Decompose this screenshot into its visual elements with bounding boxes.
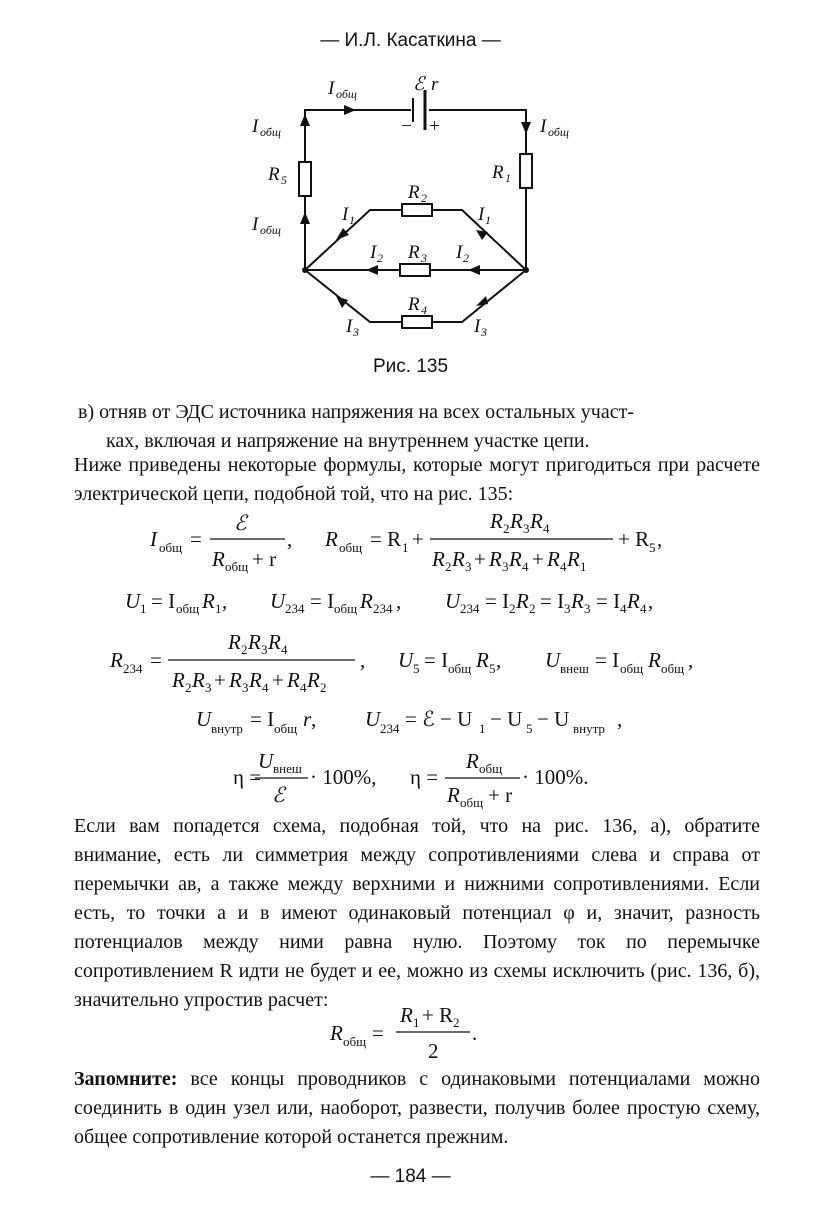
- svg-text:=: =: [372, 1021, 384, 1045]
- svg-text:U: U: [125, 589, 141, 613]
- svg-text:общ: общ: [225, 559, 249, 574]
- svg-text:η =: η =: [233, 765, 262, 789]
- svg-text:3: 3: [584, 601, 591, 616]
- i1-right: I: [478, 204, 485, 225]
- svg-text:4: 4: [522, 559, 529, 574]
- running-header: — И.Л. Касаткина —: [320, 30, 501, 51]
- svg-text:+: +: [272, 668, 284, 692]
- remember-label: Запомните:: [74, 1068, 178, 1090]
- svg-text:общ: общ: [176, 601, 200, 616]
- r4-label: R: [408, 294, 420, 315]
- svg-text:,: ,: [311, 707, 317, 731]
- svg-text:2: 2: [463, 251, 469, 265]
- svg-text:η =: η =: [410, 765, 439, 789]
- svg-text:+ R: + R: [618, 527, 650, 551]
- i1-left: I: [342, 204, 349, 225]
- svg-text:2: 2: [377, 251, 383, 265]
- svg-text:,: ,: [657, 527, 663, 551]
- svg-text:R: R: [547, 547, 560, 571]
- svg-text:R: R: [627, 589, 640, 613]
- page-number: — 184 —: [370, 1166, 451, 1187]
- figure-caption: Рис. 135: [372, 356, 449, 377]
- svg-text:R: R: [229, 668, 242, 692]
- svg-text:общ: общ: [260, 223, 281, 237]
- r2-label: R: [408, 182, 420, 203]
- svg-text:R: R: [476, 648, 489, 672]
- svg-text:+ R: + R: [422, 1003, 454, 1027]
- svg-text:,: ,: [396, 589, 402, 613]
- svg-text:R: R: [648, 648, 661, 672]
- svg-text:4: 4: [262, 680, 269, 695]
- svg-text:4: 4: [560, 559, 567, 574]
- svg-text:3: 3: [353, 325, 359, 339]
- svg-text:общ: общ: [336, 87, 357, 101]
- svg-text:R: R: [268, 630, 281, 654]
- svg-text:R: R: [510, 509, 523, 533]
- svg-text:R: R: [490, 509, 503, 533]
- svg-text:234: 234: [373, 601, 393, 616]
- r3-label: R: [408, 242, 420, 263]
- svg-text:1: 1: [402, 540, 409, 555]
- svg-text:2: 2: [320, 680, 327, 695]
- r-label: r: [431, 74, 439, 95]
- svg-text:общ: общ: [460, 795, 484, 810]
- svg-text:внеш: внеш: [273, 761, 302, 776]
- i2-left: I: [370, 242, 377, 263]
- svg-text:общ: общ: [479, 761, 503, 776]
- svg-text:4: 4: [300, 680, 307, 695]
- i-total-left-bottom: I: [252, 214, 259, 235]
- svg-text:R: R: [228, 630, 241, 654]
- svg-text:3: 3: [523, 521, 530, 536]
- svg-text:4: 4: [421, 303, 427, 317]
- svg-text:R: R: [248, 630, 261, 654]
- svg-text:R: R: [249, 668, 262, 692]
- svg-text:= I: = I: [540, 589, 565, 613]
- paragraph-symmetry: Если вам попадется схема, подобная той, что на рис. 136, а), обратите внимание, есть ли симметрия между сопротивлениями слева и справа от перемычки ав, а также между верхними и нижними сопротивлениями. Если есть, то точки а и в имеют одинаковый потенциал φ и, значит, разность потенциалов между ними равна нулю. Поэтому ток по перемычке сопротивлением R идти не будет и ее, можно из схемы исключить (рис. 136, б), значительно упростив расчет:: [74, 815, 760, 1011]
- plus-label: +: [428, 116, 441, 137]
- svg-text:3: 3: [502, 559, 509, 574]
- svg-text:234: 234: [460, 601, 480, 616]
- svg-text:4: 4: [281, 642, 288, 657]
- svg-text:общ: общ: [339, 540, 363, 555]
- svg-text:1: 1: [140, 601, 147, 616]
- svg-text:R: R: [432, 547, 445, 571]
- svg-text:= I: = I: [485, 589, 510, 613]
- svg-text:· 100%,: · 100%,: [310, 765, 377, 789]
- svg-text:4: 4: [640, 601, 647, 616]
- svg-text:1: 1: [413, 1015, 420, 1030]
- svg-text:= ℰ − U: = ℰ − U: [405, 707, 473, 731]
- svg-text:общ: общ: [260, 125, 281, 139]
- svg-text:R: R: [325, 527, 338, 551]
- svg-text:5: 5: [413, 661, 420, 676]
- i3-left: I: [346, 316, 353, 337]
- paragraph-remember: [74, 1065, 760, 1152]
- svg-text:R: R: [571, 589, 584, 613]
- svg-text:внеш: внеш: [560, 661, 589, 676]
- svg-text:2: 2: [445, 559, 452, 574]
- svg-text:R: R: [307, 668, 320, 692]
- svg-text:2: 2: [241, 642, 248, 657]
- svg-text:R: R: [530, 509, 543, 533]
- svg-text:R: R: [567, 547, 580, 571]
- svg-text:+ r: + r: [488, 783, 513, 807]
- svg-text:R: R: [172, 668, 185, 692]
- i3-right: I: [474, 316, 481, 337]
- svg-text:234: 234: [380, 721, 400, 736]
- svg-text:R: R: [516, 589, 529, 613]
- svg-text:2: 2: [185, 680, 192, 695]
- svg-text:общ: общ: [620, 661, 644, 676]
- svg-text:R: R: [466, 749, 479, 773]
- svg-text:2: 2: [509, 601, 516, 616]
- svg-text:1: 1: [349, 213, 355, 227]
- emf-label: ℰ: [413, 74, 425, 95]
- svg-text:1: 1: [580, 559, 587, 574]
- svg-text:,: ,: [496, 648, 502, 672]
- svg-text:,: ,: [648, 589, 654, 613]
- i2-right: I: [456, 242, 463, 263]
- svg-text:= I: = I: [596, 589, 621, 613]
- svg-text:= I: = I: [595, 648, 620, 672]
- svg-text:общ: общ: [448, 661, 472, 676]
- svg-text:3: 3: [564, 601, 571, 616]
- svg-text:= I: = I: [310, 589, 335, 613]
- svg-text:= I: = I: [250, 707, 275, 731]
- svg-text:5: 5: [281, 173, 287, 187]
- svg-text:внутр: внутр: [211, 721, 243, 736]
- svg-text:2: 2: [428, 1039, 439, 1063]
- svg-text:+ r: + r: [252, 547, 277, 571]
- svg-text:R: R: [400, 1003, 413, 1027]
- svg-text:ℰ: ℰ: [272, 783, 285, 807]
- svg-text:− U: − U: [537, 707, 570, 731]
- svg-text:= I: = I: [424, 648, 449, 672]
- svg-text:= R: = R: [370, 527, 402, 551]
- svg-text:общ: общ: [334, 601, 358, 616]
- svg-text:R: R: [447, 783, 460, 807]
- svg-text:3: 3: [481, 325, 487, 339]
- svg-text:R: R: [330, 1021, 343, 1045]
- svg-text:R: R: [452, 547, 465, 571]
- svg-text:5: 5: [489, 661, 496, 676]
- svg-text:· 100%.: · 100%.: [522, 765, 589, 789]
- svg-text:3: 3: [242, 680, 249, 695]
- r1-label: R: [492, 162, 504, 183]
- svg-text:,: ,: [360, 648, 366, 672]
- svg-text:U: U: [270, 589, 286, 613]
- svg-text:общ: общ: [343, 1034, 367, 1049]
- svg-text:r: r: [303, 707, 312, 731]
- svg-text:U: U: [445, 589, 461, 613]
- svg-text:2: 2: [421, 191, 427, 205]
- svg-text:общ: общ: [274, 721, 298, 736]
- i-total-top: I: [328, 78, 335, 99]
- svg-text:= I: = I: [151, 589, 176, 613]
- paragraph-v-line1: в) отняв от ЭДС источника напряжения на всех остальных участ-: [78, 401, 634, 423]
- svg-text:U: U: [365, 707, 381, 731]
- svg-text:общ: общ: [159, 540, 183, 555]
- svg-text:3: 3: [261, 642, 268, 657]
- svg-text:I: I: [150, 527, 157, 551]
- svg-text:2: 2: [529, 601, 536, 616]
- svg-text:234: 234: [123, 661, 143, 676]
- svg-text:+: +: [532, 547, 544, 571]
- svg-text:R: R: [287, 668, 300, 692]
- svg-text:внутр: внутр: [573, 721, 605, 736]
- svg-text:2: 2: [453, 1015, 460, 1030]
- svg-text:R: R: [192, 668, 205, 692]
- svg-text:,: ,: [287, 527, 293, 551]
- svg-text:1: 1: [485, 213, 491, 227]
- i-total-right: I: [540, 116, 547, 137]
- svg-text:234: 234: [285, 601, 305, 616]
- svg-text:,: ,: [617, 707, 623, 731]
- svg-text:− U: − U: [490, 707, 523, 731]
- svg-text:4: 4: [620, 601, 627, 616]
- svg-text:+: +: [412, 527, 424, 551]
- svg-text:5: 5: [526, 721, 533, 736]
- svg-text:U: U: [398, 648, 414, 672]
- r5-label: R: [268, 164, 280, 185]
- svg-text:1: 1: [505, 171, 511, 185]
- svg-text:,: ,: [222, 589, 228, 613]
- svg-text:2: 2: [503, 521, 510, 536]
- svg-text:5: 5: [649, 540, 656, 555]
- svg-text:R: R: [360, 589, 373, 613]
- svg-text:R: R: [489, 547, 502, 571]
- svg-text:=: =: [190, 527, 202, 551]
- svg-text:+: +: [474, 547, 486, 571]
- minus-label: −: [400, 116, 413, 137]
- paragraph-intro: Ниже приведены некоторые формулы, которые могут пригодиться при расчете электрической цепи, подобной той, что на рис. 135:: [74, 454, 760, 505]
- svg-text:общ: общ: [548, 125, 569, 139]
- svg-text:R: R: [212, 547, 225, 571]
- svg-text:U: U: [258, 749, 274, 773]
- i-total-left-top: I: [252, 116, 259, 137]
- paragraph-v-line2: ках, включая и напряжение на внутреннем участке цепи.: [106, 430, 590, 452]
- svg-text:общ: общ: [661, 661, 685, 676]
- svg-text:,: ,: [688, 648, 694, 672]
- svg-text:=: =: [150, 648, 162, 672]
- svg-text:3: 3: [465, 559, 472, 574]
- svg-text:1: 1: [215, 601, 222, 616]
- svg-text:R: R: [110, 648, 123, 672]
- svg-text:3: 3: [205, 680, 212, 695]
- svg-text:R: R: [202, 589, 215, 613]
- svg-text:ℰ: ℰ: [234, 511, 247, 535]
- svg-text:3: 3: [421, 251, 427, 265]
- remember-text: все концы проводников с одинаковыми потенциалами можно соединить в один узел или, наоборот, развести, получив более простую схему, общее сопротивление которой останется прежним.: [74, 1068, 760, 1148]
- svg-text:4: 4: [543, 521, 550, 536]
- svg-text:.: .: [472, 1021, 478, 1045]
- svg-text:+: +: [214, 668, 226, 692]
- svg-text:R: R: [509, 547, 522, 571]
- svg-text:U: U: [545, 648, 561, 672]
- svg-text:1: 1: [479, 721, 486, 736]
- svg-text:U: U: [196, 707, 212, 731]
